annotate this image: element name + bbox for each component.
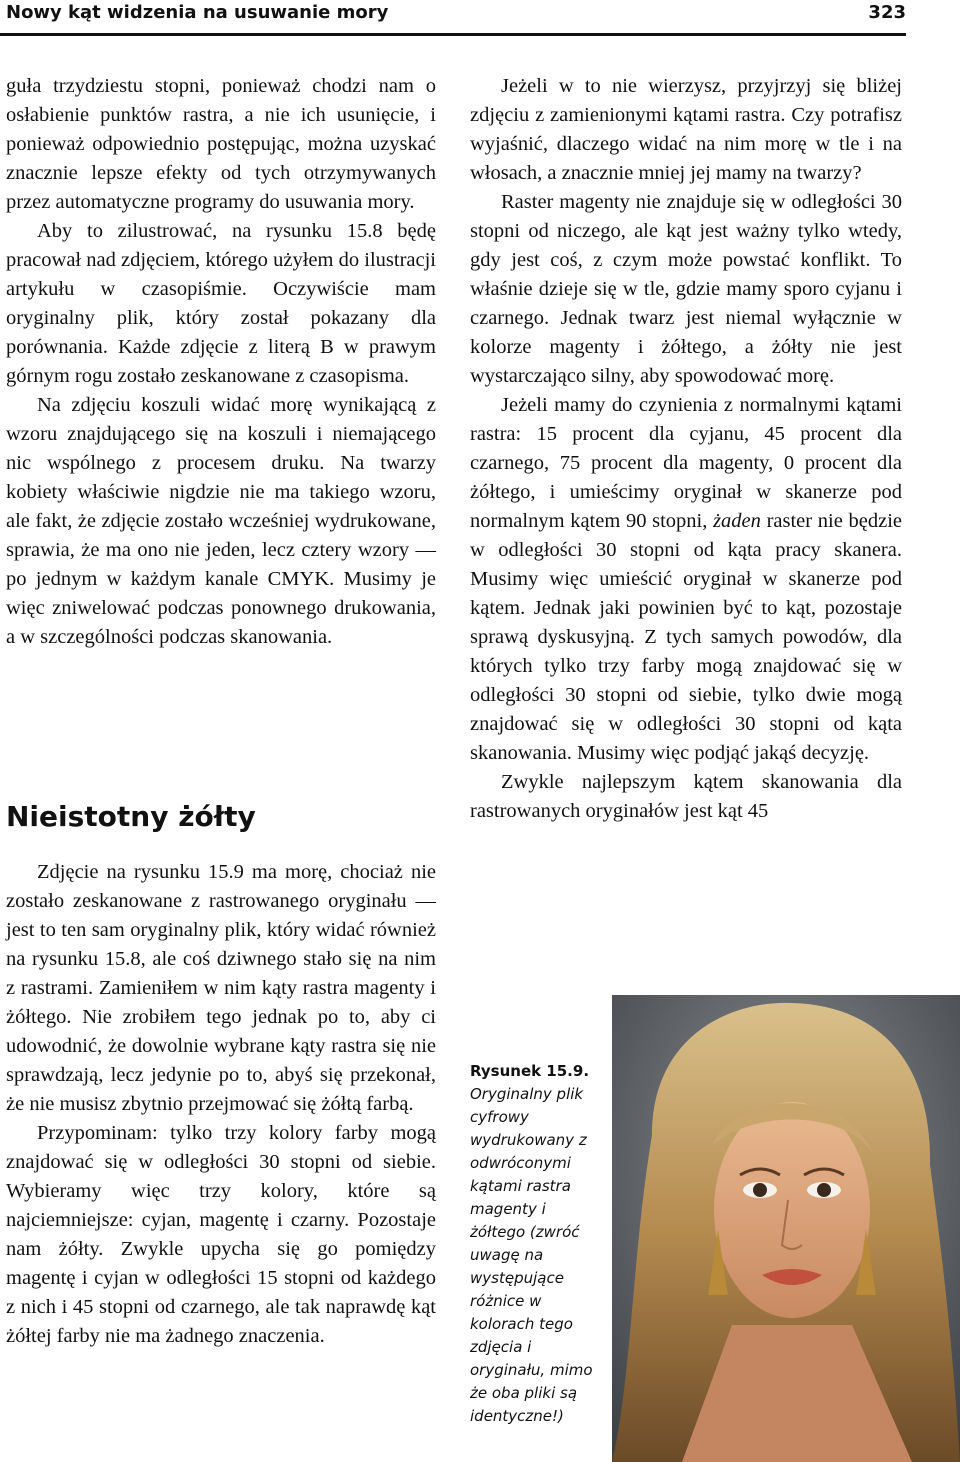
paragraph: Jeżeli w to nie wierzysz, przyjrzyj się bliżej zdjęciu z zamienionymi kątami rastra. Czy potrafisz wyjaśnić, dlaczego widać na nim morę w tle i na włosach, a znacznie mniej jej mamy na twarzy? [470,75,902,184]
figure-caption [470,1060,595,1428]
section-heading: Nieistotny żółty [6,800,256,833]
header-rule [0,33,906,36]
left-column-continued [6,858,436,1351]
figure-label: Rysunek 15.9. [470,1062,590,1080]
page-number: 323 [868,2,906,23]
paragraph-text: raster nie będzie w odległości 30 stopni od kąta pracy skanera. Musimy więc umieścić oryginał w skanerze pod kątem. Jednak jaki powinien być to kąt, pozostaje sprawą dyskusyjną. Z tych samych powodów, dla których tylko trzy farby mogą znajdować się w odległości 30 stopni od siebie, tylko dwie mogą znajdować się w odległości 30 stopni od kąta skanowania. Musimy więc podjąć jakąś decyzję. [470,510,903,764]
paragraph: Raster magenty nie znajduje się w odległości 30 stopni od niczego, ale kąt jest ważny tylko wtedy, gdy jest coś, z czym może powstać konflikt. To właśnie dzieje się w tle, gdzie mamy sporo cyjanu i czarnego. Jednak twarz jest niemal wyłącznie w kolorze magenty i żółtego, a żółty nie jest wystarczająco silny, aby spowodować morę. [470,191,902,387]
paragraph [470,391,902,768]
left-column [6,72,436,652]
emphasis: żaden [713,510,761,532]
paragraph-text: Jeżeli mamy do czynienia z normalnymi kątami rastra: 15 procent dla cyjanu, 45 procent dla czarnego, 75 procent dla magenty, 0 procent dla żółtego, i umieścimy oryginał w skanerze pod normalnym kątem 90 stopni, [470,394,902,532]
paragraph: Zwykle najlepszym kątem skanowania dla rastrowanych oryginałów jest kąt 45 [470,771,902,822]
portrait-photo [612,995,960,1462]
running-head [6,0,906,32]
chapter-title: Nowy kąt widzenia na usuwanie mory [6,2,389,23]
paragraph: Zdjęcie na rysunku 15.9 ma morę, chociaż nie zostało zeskanowane z rastrowanego oryginału — jest to ten sam oryginalny plik, który widać również na rysunku 15.8, ale coś dziwnego stało się na nim z rastrami. Zamieniłem w nim kąty rastra magenty i żółtego. Nie zrobiłem tego jednak po to, aby ci udowodnić, że dowolnie wybrane kąty rastra się nie sprawdzają, lecz jedynie po to, abyś się przekonał, że nie musisz zbytnio przejmować się żółtą farbą. [6,861,436,1115]
figure-caption-text: Oryginalny plik cyfrowy wydrukowany z odwróconymi kątami rastra magenty i żółtego (zwróć uwagę na występujące różnice w kolorach tego zdjęcia i oryginału, mimo że oba pliki są identyczne!) [470,1085,593,1425]
paragraph: guła trzydziestu stopni, ponieważ chodzi nam o osłabienie punktów rastra, a nie ich usunięcie, i ponieważ odpowiednio postępując, można uzyskać znacznie lepsze efekty od tych otrzymywanych przez automatyczne programy do usuwania mory. [6,75,436,213]
right-column [470,72,902,826]
paragraph: Aby to zilustrować, na rysunku 15.8 będę pracował nad zdjęciem, którego użyłem do ilustracji artykułu w czasopiśmie. Oczywiście mam oryginalny plik, który został pokazany dla porównania. Każde zdjęcie z literą B w prawym górnym rogu zostało zeskanowane z czasopisma. [6,220,436,387]
paragraph: Na zdjęciu koszuli widać morę wynikającą z wzoru znajdującego się na koszuli i niemającego nic wspólnego z procesem druku. Na twarzy kobiety właściwie nigdzie nie ma takiego wzoru, ale fakt, że zdjęcie zostało wcześniej wydrukowane, sprawia, że ma ono nie jeden, lecz cztery wzory — po jednym w każdym kanale CMYK. Musimy je więc zniwelować podczas ponownego drukowania, a w szczególności podczas skanowania. [6,394,436,648]
paragraph: Przypominam: tylko trzy kolory farby mogą znajdować się w odległości 30 stopni od siebie. Wybieramy więc trzy kolory, które są najciemniejsze: cyjan, magentę i czarny. Pozostaje nam żółty. Zwykle upycha się go pomiędzy magentę i cyjan w odległości 15 stopni od każdego z nich i 45 stopni od czarnego, ale tak naprawdę kąt żółtej farby nie ma żadnego znaczenia. [6,1122,436,1347]
